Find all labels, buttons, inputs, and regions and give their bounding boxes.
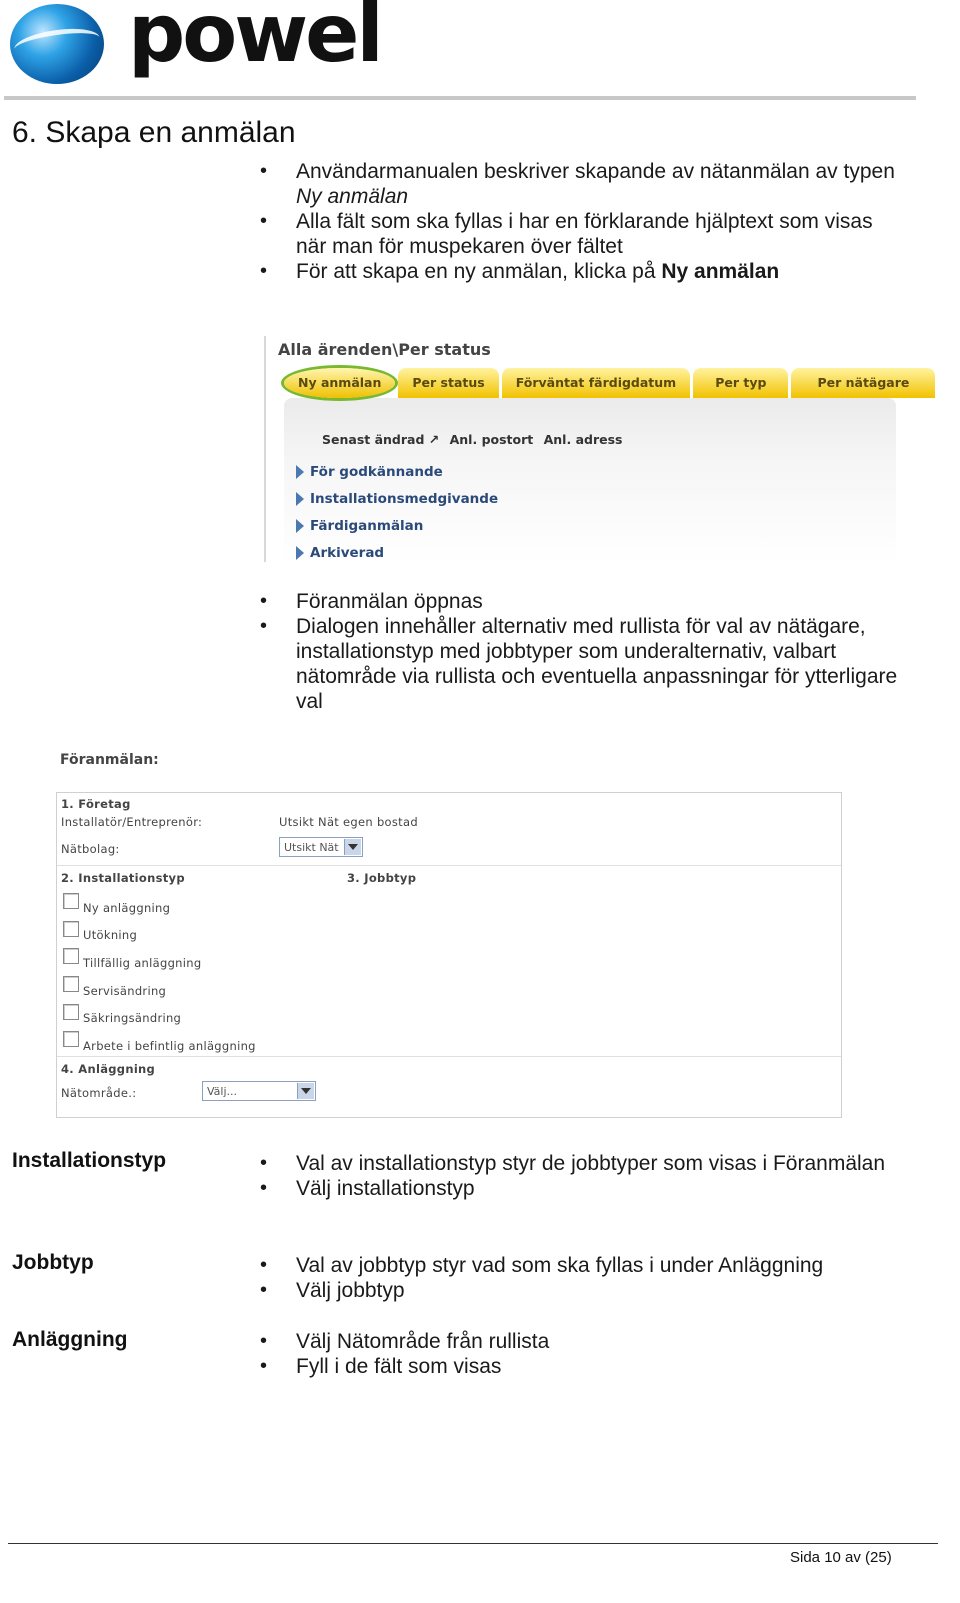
chevron-down-icon [344, 839, 361, 855]
section-bullet: • Val av jobbtyp styr vad som ska fyllas i under Anläggning [260, 1253, 900, 1278]
installer-label: Installatör/Entreprenör: [61, 815, 203, 829]
form-title: Föranmälan: [60, 752, 159, 768]
folder-item[interactable]: Färdiganmälan [296, 512, 498, 539]
tab-forvantat-fardigdatum[interactable]: Förväntat färdigdatum [502, 368, 691, 398]
checkbox-utokning[interactable] [63, 921, 79, 937]
section-label-installationstyp: Installationstyp [12, 1149, 167, 1172]
checkbox-label: Tillfällig anläggning [83, 956, 202, 970]
divider [264, 336, 266, 562]
checkbox-arbete-befintlig[interactable] [63, 1031, 79, 1047]
folder-list [296, 458, 498, 566]
header-rule [4, 96, 916, 100]
tab-per-natagare[interactable]: Per nätägare [791, 368, 935, 398]
intro-bullet: • För att skapa en ny anmälan, klicka på Ny anmälan [260, 259, 900, 284]
expand-arrow-icon [296, 519, 304, 533]
screenshot-foranmalan-form [56, 740, 846, 1120]
natbolag-label: Nätbolag: [61, 842, 120, 856]
checkbox-label: Arbete i befintlig anläggning [83, 1039, 256, 1053]
divider [57, 1056, 841, 1057]
expand-arrow-icon [296, 546, 304, 560]
jobbtyp-bullets [260, 1253, 900, 1303]
tab-per-typ[interactable]: Per typ [693, 368, 788, 398]
checkbox-servisandring[interactable] [63, 976, 79, 992]
footer-rule [8, 1543, 938, 1544]
mid-bullet: • Dialogen innehåller alternativ med rullista för val av nätägare, installationstyp med jobbtyper som underalternativ, valbart nätområde via rullista och eventuella anpassningar för ytterligare val [260, 614, 900, 714]
logo-text: powel [128, 0, 381, 80]
screenshot-case-list [264, 332, 910, 564]
natomrade-select[interactable]: Välj... [202, 1081, 316, 1101]
section-bullet: • Val av installationstyp styr de jobbtyper som visas i Föranmälan [260, 1151, 900, 1176]
chevron-down-icon [297, 1083, 314, 1099]
section-label-jobbtyp: Jobbtyp [12, 1251, 94, 1274]
section-bullet: • Välj installationstyp [260, 1176, 900, 1201]
checkbox-ny-anlaggning[interactable] [63, 893, 79, 909]
tab-ny-anmalan[interactable]: Ny anmälan [284, 368, 395, 398]
natomrade-label: Nätområde.: [61, 1086, 137, 1100]
mid-bullet: • Föranmälan öppnas [260, 589, 900, 614]
tab-per-status[interactable]: Per status [398, 368, 498, 398]
section-installationstyp: 2. Installationstyp [61, 871, 185, 885]
column-senast-andrad[interactable]: Senast ändrad ↗ [322, 432, 440, 447]
checkbox-label: Ny anläggning [83, 901, 171, 915]
form-box [56, 792, 842, 1118]
page-heading: 6. Skapa en anmälan [12, 116, 296, 149]
intro-bullet: • Användarmanualen beskriver skapande av nätanmälan av typen Ny anmälan [260, 159, 900, 209]
section-anlaggning: 4. Anläggning [61, 1062, 156, 1076]
installationstyp-bullets [260, 1151, 900, 1201]
checkbox-label: Servisändring [83, 984, 167, 998]
folder-item[interactable]: För godkännande [296, 458, 498, 485]
checkbox-label: Säkringsändring [83, 1011, 182, 1025]
column-headers [322, 432, 628, 447]
expand-arrow-icon [296, 465, 304, 479]
section-bullet: • Välj Nätområde från rullista [260, 1329, 900, 1354]
section-jobbtyp: 3. Jobbtyp [347, 871, 417, 885]
anlaggning-bullets [260, 1329, 900, 1379]
intro-bullet-list [260, 159, 900, 284]
column-anl-adress[interactable]: Anl. adress [543, 432, 623, 447]
page-number: Sida 10 av (25) [790, 1549, 892, 1566]
column-anl-postort[interactable]: Anl. postort [449, 432, 534, 447]
breadcrumb: Alla ärenden\Per status [278, 340, 491, 359]
intro-bullet: • Alla fält som ska fyllas i har en förklarande hjälptext som visas när man för muspekaren över fältet [260, 209, 900, 259]
section-label-anlaggning: Anläggning [12, 1328, 128, 1351]
checkbox-sakringsandring[interactable] [63, 1004, 79, 1020]
expand-arrow-icon [296, 492, 304, 506]
installer-value: Utsikt Nät egen bostad [279, 815, 418, 829]
folder-item[interactable]: Arkiverad [296, 539, 498, 566]
divider [57, 865, 841, 866]
tab-bar [284, 368, 938, 400]
natbolag-select[interactable]: Utsikt Nät [279, 837, 363, 857]
mid-bullet-list [260, 589, 900, 714]
section-bullet: • Fyll i de fält som visas [260, 1354, 900, 1379]
section-foretag: 1. Företag [61, 797, 131, 811]
folder-item[interactable]: Installationsmedgivande [296, 485, 498, 512]
section-bullet: • Välj jobbtyp [260, 1278, 900, 1303]
checkbox-label: Utökning [83, 928, 138, 942]
checkbox-tillfallig-anlaggning[interactable] [63, 948, 79, 964]
